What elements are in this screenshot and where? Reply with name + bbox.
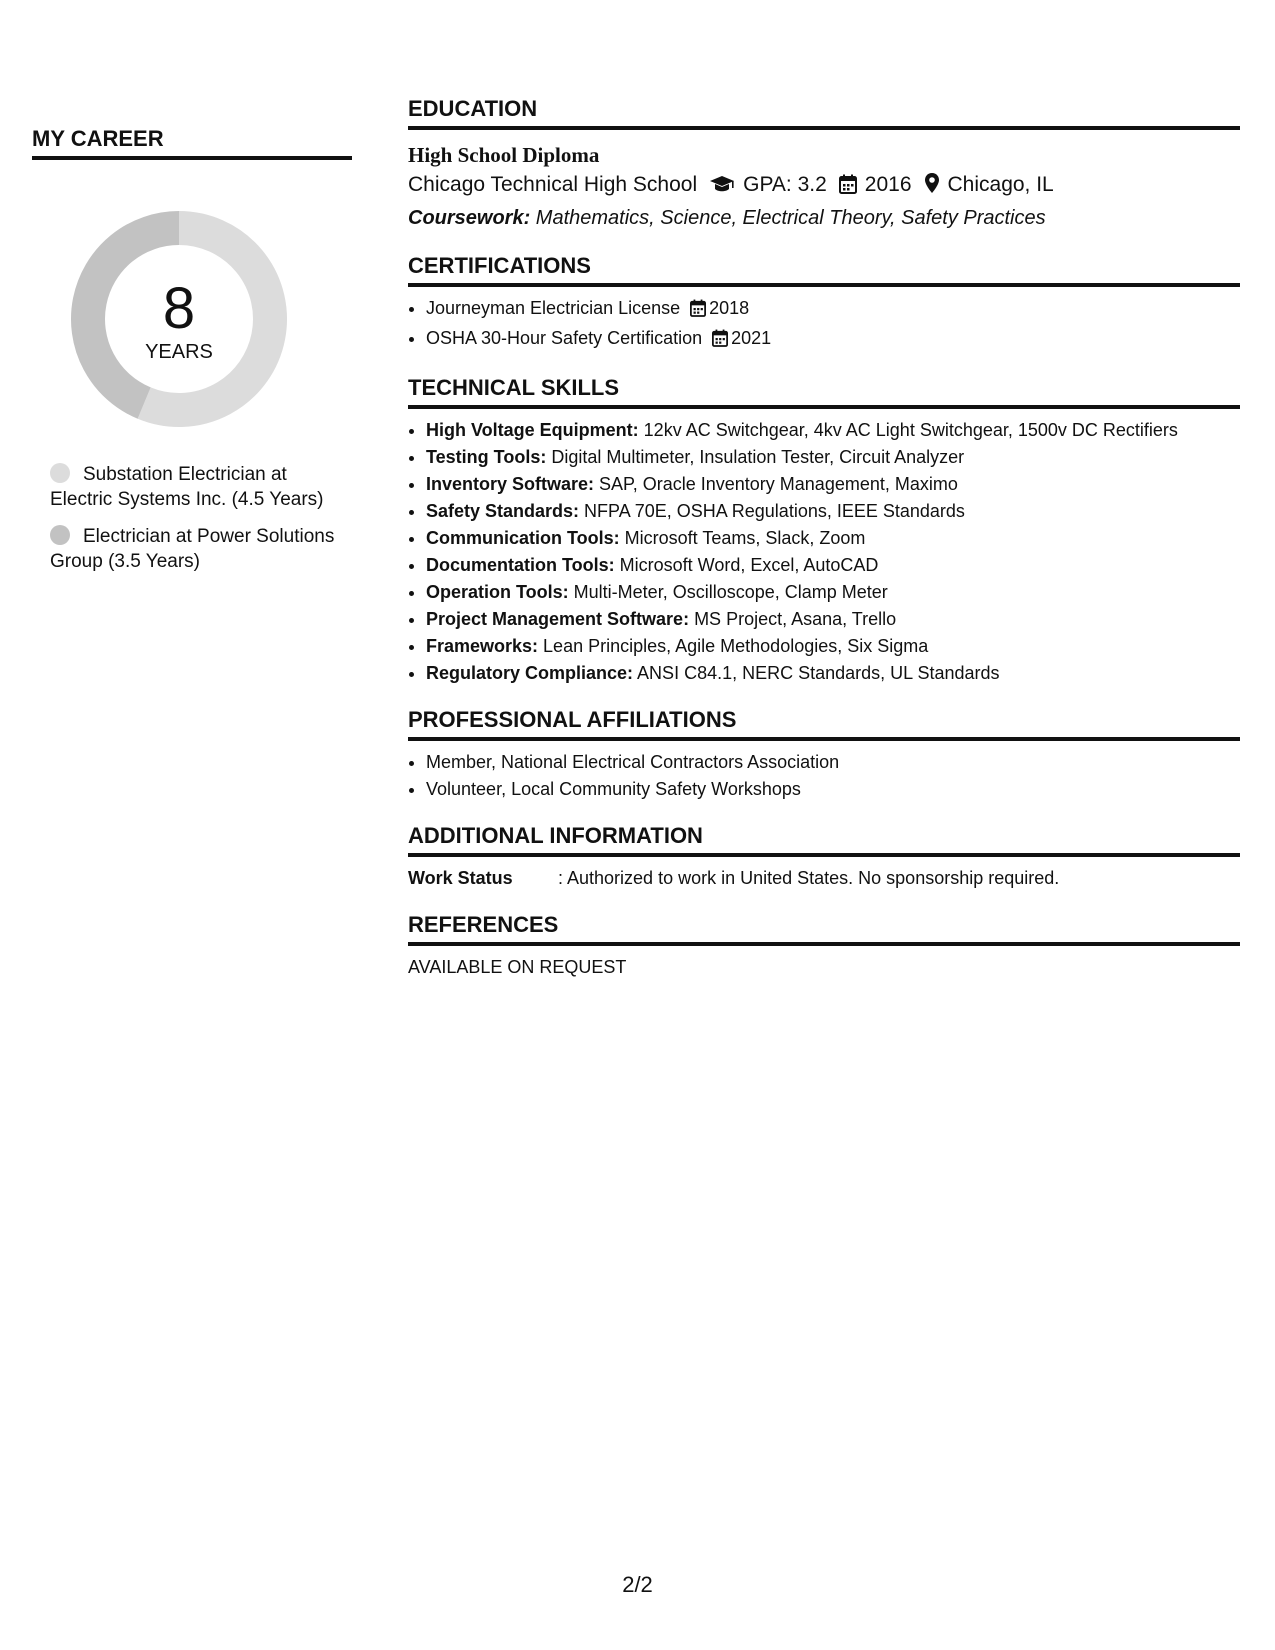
skill-category: Safety Standards:	[426, 501, 580, 521]
list-item	[426, 552, 1240, 579]
list-item	[426, 498, 1240, 525]
references-section	[408, 912, 1240, 981]
skill-category: Project Management Software:	[426, 609, 690, 629]
education-heading: EDUCATION	[408, 96, 1240, 130]
skill-category: Communication Tools:	[426, 528, 620, 548]
certifications-heading: CERTIFICATIONS	[408, 253, 1240, 287]
coursework	[408, 203, 1240, 233]
donut-center-label	[64, 204, 294, 434]
affiliations-section	[408, 707, 1240, 803]
list-item	[426, 295, 1240, 325]
education-details	[408, 170, 1240, 203]
graduation-cap-icon	[709, 173, 735, 203]
skill-category: High Voltage Equipment:	[426, 420, 639, 440]
main-column	[408, 96, 1240, 1001]
skill-values: NFPA 70E, OSHA Regulations, IEEE Standards	[579, 501, 965, 521]
skill-category: Frameworks:	[426, 636, 539, 656]
school-location: Chicago, IL	[947, 173, 1054, 196]
career-column	[32, 126, 352, 586]
list-item	[426, 660, 1240, 687]
calendar-icon	[712, 328, 728, 355]
references-heading: REFERENCES	[408, 912, 1240, 946]
list-item	[426, 471, 1240, 498]
list-item	[426, 525, 1240, 552]
legend-label: Electrician at Power Solutions Group (3.5 Years)	[50, 526, 335, 572]
additional-info-section	[408, 823, 1240, 892]
career-heading: MY CAREER	[32, 126, 352, 160]
skill-values: Microsoft Word, Excel, AutoCAD	[614, 555, 879, 575]
legend-item	[50, 462, 350, 512]
skill-values: Multi-Meter, Oscilloscope, Clamp Meter	[568, 582, 888, 602]
map-pin-icon	[924, 172, 940, 203]
coursework-list: Mathematics, Science, Electrical Theory, Safety Practices	[530, 207, 1046, 229]
skill-values: Lean Principles, Agile Methodologies, Six Sigma	[538, 636, 929, 656]
calendar-icon	[690, 298, 706, 325]
skill-values: Digital Multimeter, Insulation Tester, Circuit Analyzer	[546, 447, 965, 467]
legend-dot-icon	[50, 525, 70, 545]
list-item	[426, 417, 1240, 444]
graduation-year: 2016	[864, 173, 912, 196]
additional-info-heading: ADDITIONAL INFORMATION	[408, 823, 1240, 857]
certification-name: OSHA 30-Hour Safety Certification	[426, 328, 703, 348]
career-years-unit: YEARS	[145, 341, 213, 363]
references-text: AVAILABLE ON REQUEST	[408, 957, 627, 977]
career-donut-chart	[64, 204, 294, 434]
skills-list	[408, 417, 1240, 687]
coursework-label: Coursework:	[408, 207, 531, 229]
list-item: • Volunteer, Local Community Safety Workshops	[426, 776, 1240, 803]
list-item	[426, 633, 1240, 660]
skill-category: Regulatory Compliance:	[426, 663, 634, 683]
career-total-years: 8	[162, 276, 196, 341]
technical-skills-section	[408, 375, 1240, 687]
education-section	[408, 96, 1240, 233]
list-item: • Member, National Electrical Contractors Association	[426, 749, 1240, 776]
legend-item	[50, 524, 350, 574]
list-item	[426, 444, 1240, 471]
affiliations-list	[408, 749, 1240, 803]
list-item	[426, 579, 1240, 606]
work-status-value: : Authorized to work in United States. No sponsorship required.	[558, 868, 1060, 888]
school-name: Chicago Technical High School	[408, 173, 698, 196]
skill-category: Testing Tools:	[426, 447, 547, 467]
page-number: 2/2	[622, 1572, 653, 1597]
legend-dot-icon	[50, 463, 70, 483]
skill-category: Inventory Software:	[426, 474, 595, 494]
list-item	[426, 325, 1240, 355]
legend-label: Substation Electrician at Electric Systems Inc. (4.5 Years)	[50, 464, 324, 510]
certification-year: 2018	[709, 298, 750, 318]
degree-title: High School Diploma	[408, 143, 600, 167]
technical-skills-heading: TECHNICAL SKILLS	[408, 375, 1240, 409]
certification-name: Journeyman Electrician License	[426, 298, 681, 318]
skill-values: 12kv AC Switchgear, 4kv AC Light Switchgear, 1500v DC Rectifiers	[638, 420, 1178, 440]
list-item	[426, 606, 1240, 633]
skill-values: ANSI C84.1, NERC Standards, UL Standards	[633, 663, 1000, 683]
calendar-icon	[839, 173, 857, 203]
certifications-list	[408, 295, 1240, 355]
skill-values: MS Project, Asana, Trello	[689, 609, 897, 629]
work-status-label: Work Status	[408, 868, 513, 888]
skill-values: Microsoft Teams, Slack, Zoom	[619, 528, 866, 548]
gpa: GPA: 3.2	[743, 173, 827, 196]
affiliations-heading: PROFESSIONAL AFFILIATIONS	[408, 707, 1240, 741]
career-legend	[50, 462, 350, 574]
certification-year: 2021	[731, 328, 772, 348]
skill-category: Operation Tools:	[426, 582, 569, 602]
skill-category: Documentation Tools:	[426, 555, 615, 575]
certifications-section	[408, 253, 1240, 355]
work-status-row	[408, 865, 1240, 892]
skill-values: SAP, Oracle Inventory Management, Maximo	[594, 474, 958, 494]
